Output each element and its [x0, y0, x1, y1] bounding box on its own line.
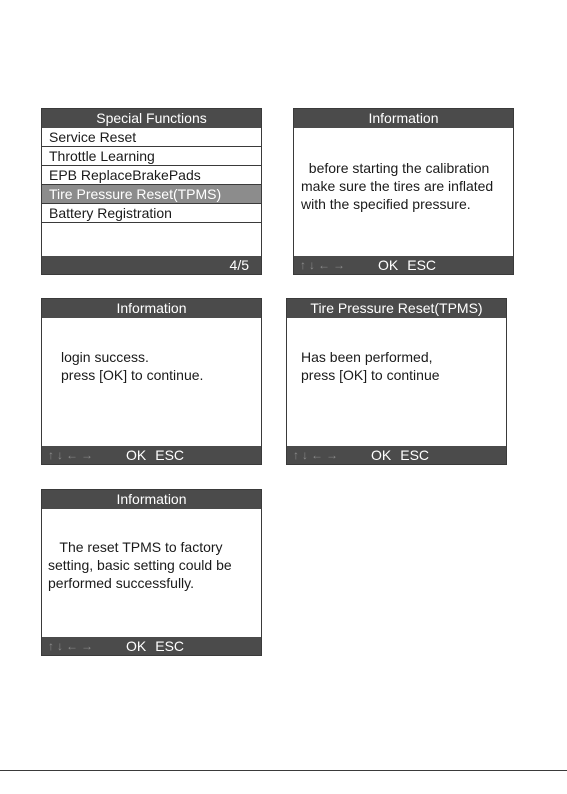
esc-key[interactable]: ESC: [155, 638, 185, 654]
ok-key[interactable]: OK: [378, 257, 399, 273]
menu-item-tire-pressure-reset[interactable]: Tire Pressure Reset(TPMS): [42, 185, 261, 204]
navigation-arrows: [300, 256, 348, 274]
arrow-down-icon: ↓: [57, 448, 66, 462]
info-message: The reset TPMS to factory setting, basic setting could be performed successfully.: [48, 539, 232, 591]
arrow-right-icon: →: [81, 448, 96, 462]
screen-footer: [42, 256, 261, 274]
navigation-arrows: [293, 446, 341, 464]
info-message: login success. press [OK] to continue.: [61, 349, 204, 383]
screen-title: Information: [42, 299, 261, 318]
arrow-down-icon: ↓: [302, 448, 311, 462]
navigation-arrows: [48, 637, 96, 655]
screen-title: Information: [42, 490, 261, 509]
screen-footer: [42, 637, 261, 655]
arrow-down-icon: ↓: [57, 639, 66, 653]
ok-key[interactable]: OK: [126, 638, 147, 654]
esc-key[interactable]: ESC: [407, 257, 437, 273]
arrow-left-icon: ←: [66, 639, 81, 653]
esc-key[interactable]: ESC: [400, 447, 430, 463]
page-indicator: 4/5: [229, 257, 249, 273]
menu-item-epb-replace-brake-pads[interactable]: EPB ReplaceBrakePads: [42, 166, 261, 185]
menu-item-battery-registration[interactable]: Battery Registration: [42, 204, 261, 223]
arrow-right-icon: →: [326, 448, 341, 462]
screen-footer: [42, 446, 261, 464]
ok-key[interactable]: OK: [126, 447, 147, 463]
footer-keys: [126, 446, 193, 464]
menu-item-throttle-learning[interactable]: Throttle Learning: [42, 147, 261, 166]
arrow-up-icon: ↑: [48, 448, 57, 462]
screen-title: Special Functions: [42, 109, 261, 128]
navigation-arrows: [48, 446, 96, 464]
screen-title: Tire Pressure Reset(TPMS): [287, 299, 506, 318]
arrow-down-icon: ↓: [309, 258, 318, 272]
footer-keys: [126, 637, 193, 655]
arrow-right-icon: →: [333, 258, 348, 272]
arrow-up-icon: ↑: [48, 639, 57, 653]
esc-key[interactable]: ESC: [155, 447, 185, 463]
info-message: Has been performed, press [OK] to continue: [301, 349, 440, 383]
information-screen-reset: [41, 489, 262, 656]
arrow-left-icon: ←: [66, 448, 81, 462]
arrow-right-icon: →: [81, 639, 96, 653]
screen-footer: [294, 256, 513, 274]
footer-keys: [371, 446, 438, 464]
page-bottom-rule: [0, 770, 567, 771]
screen-footer: [287, 446, 506, 464]
information-screen-login: [41, 298, 262, 465]
arrow-up-icon: ↑: [300, 258, 309, 272]
arrow-left-icon: ←: [311, 448, 326, 462]
arrow-left-icon: ←: [318, 258, 333, 272]
menu-item-service-reset[interactable]: Service Reset: [42, 128, 261, 147]
tpms-result-screen: [286, 298, 507, 465]
function-menu: [42, 128, 261, 223]
footer-keys: [378, 256, 445, 274]
arrow-up-icon: ↑: [293, 448, 302, 462]
information-screen-calibration: [293, 108, 514, 275]
info-message: before starting the calibration make sure the tires are inflated with the specified pressure.: [301, 160, 494, 212]
screen-title: Information: [294, 109, 513, 128]
special-functions-screen: [41, 108, 262, 275]
ok-key[interactable]: OK: [371, 447, 392, 463]
